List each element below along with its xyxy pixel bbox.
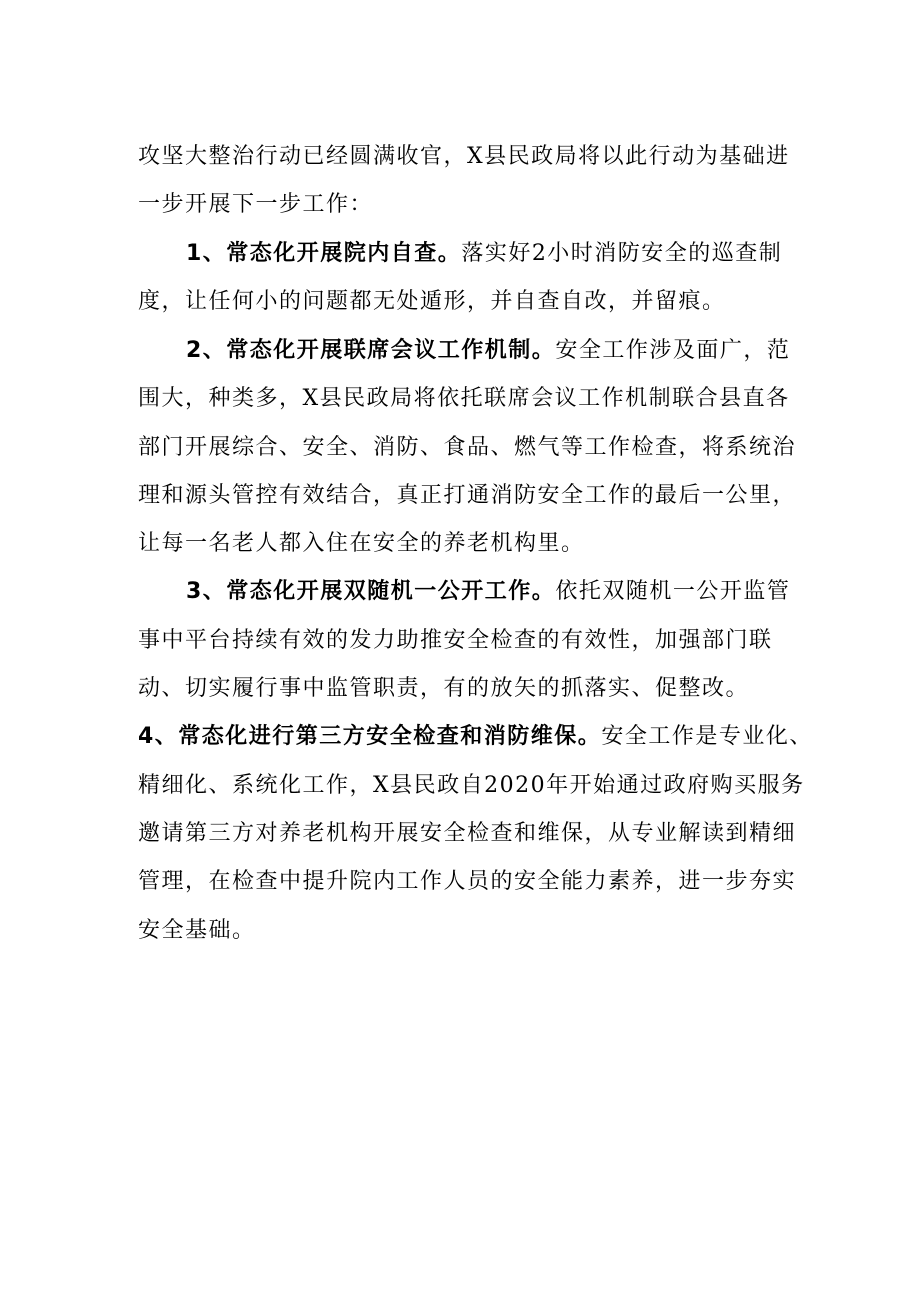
line-text: 管理，在检查中提升院内工作人员的安全能力素养，进一步夯实: [138, 869, 797, 894]
line-text: 邀请第三方对养老机构开展安全检查和维保，从专业解读到精细: [138, 821, 797, 846]
text-line: [138, 142, 790, 172]
line-text: 依托双随机一公开监管: [555, 579, 791, 604]
text-line: [138, 626, 773, 656]
text-line: [186, 336, 790, 366]
section-heading: 1、常态化开展院内自查。: [186, 241, 462, 266]
line-text: 事中平台持续有效的发力助推安全检查的有效性，加强部门联: [138, 628, 773, 653]
line-text: 让每一名老人都入住在安全的养老机构里。: [138, 531, 585, 556]
text-line: [138, 287, 726, 317]
line-text: 安全工作涉及面广，范: [555, 338, 791, 363]
text-line: [186, 577, 790, 607]
text-line: [138, 433, 796, 463]
line-text: 攻坚大整治行动已经圆满收官，X县民政局将以此行动为基础进: [138, 144, 790, 169]
text-line: [138, 771, 805, 801]
line-text: 安全工作是专业化、: [601, 724, 813, 749]
text-line: [138, 384, 790, 414]
text-line: [186, 239, 782, 269]
line-text: 度，让任何小的问题都无处遁形，并自查自改，并留痕。: [138, 289, 726, 314]
line-text: 围大，种类多，X县民政局将依托联席会议工作机制联合县直各: [138, 386, 790, 411]
text-line: [138, 819, 796, 849]
section-heading: 4、常态化进行第三方安全检查和消防维保。: [138, 724, 602, 749]
line-text: 安全基础。: [138, 918, 256, 943]
text-line: [138, 190, 373, 220]
section-heading: 3、常态化开展双随机一公开工作。: [186, 579, 556, 604]
text-line: [138, 529, 585, 559]
text-line: [138, 481, 796, 511]
text-line: [138, 674, 749, 704]
text-line: [138, 867, 796, 897]
line-text: 落实好2小时消防安全的巡查制: [461, 241, 783, 266]
line-text: 一步开展下一步工作：: [138, 192, 374, 217]
line-text: 动、切实履行事中监管职责，有的放矢的抓落实、促整改。: [138, 676, 750, 701]
text-line: [138, 722, 813, 752]
section-heading: 2、常态化开展联席会议工作机制。: [186, 338, 556, 363]
line-text: 精细化、系统化工作，X县民政自2020年开始通过政府购买服务: [138, 773, 805, 798]
text-line: [138, 916, 256, 946]
line-text: 部门开展综合、安全、消防、食品、燃气等工作检查，将系统治: [138, 435, 797, 460]
line-text: 理和源头管控有效结合，真正打通消防安全工作的最后一公里，: [138, 483, 797, 508]
